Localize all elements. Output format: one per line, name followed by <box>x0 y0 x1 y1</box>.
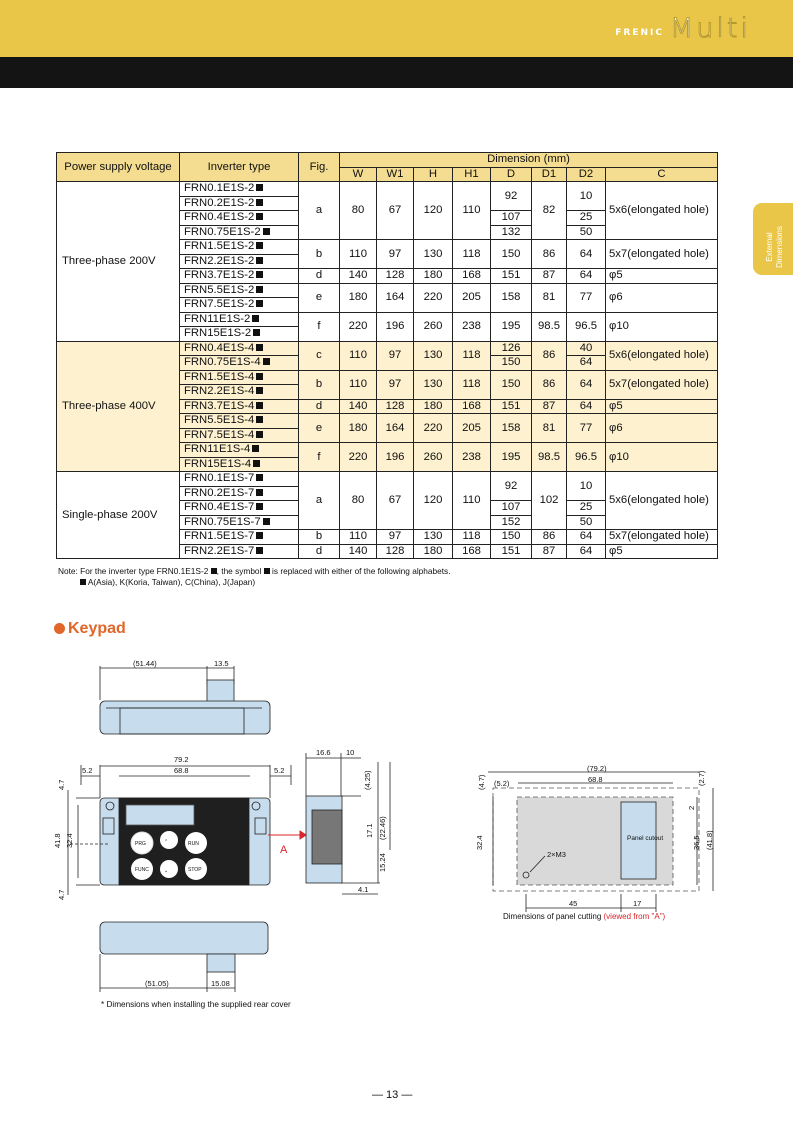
side-tab[interactable] <box>753 203 793 275</box>
svg-text:PRG: PRG <box>135 841 146 847</box>
svg-text:STOP: STOP <box>188 867 202 873</box>
th-w1: W1 <box>377 167 414 182</box>
svg-text:RUN: RUN <box>188 841 199 847</box>
th-h: H <box>414 167 453 182</box>
svg-text:4.7: 4.7 <box>57 779 66 790</box>
type-cell: FRN15E1S-4 <box>180 457 299 472</box>
svg-text:FUNC: FUNC <box>135 867 149 873</box>
svg-text:79.2: 79.2 <box>174 755 189 764</box>
page-number: — 13 — <box>372 1089 413 1101</box>
svg-text:(4.7): (4.7) <box>477 774 486 790</box>
type-cell: FRN5.5E1S-2 <box>180 283 299 298</box>
brand-big: Multi <box>670 13 751 44</box>
svg-text:68.8: 68.8 <box>588 775 603 784</box>
svg-text:16.6: 16.6 <box>316 748 331 757</box>
svg-text:⌃: ⌃ <box>164 839 169 845</box>
view-arrow-icon <box>268 831 306 839</box>
type-cell: FRN1.5E1S-2 <box>180 240 299 255</box>
svg-text:(2.7): (2.7) <box>697 770 706 786</box>
svg-text:A: A <box>280 844 288 856</box>
type-cell: FRN3.7E1S-4 <box>180 399 299 414</box>
th-c: C <box>606 167 718 182</box>
svg-text:17: 17 <box>633 899 642 908</box>
svg-text:41.8: 41.8 <box>53 833 62 848</box>
th-d: D <box>491 167 532 182</box>
svg-text:4.1: 4.1 <box>358 885 369 894</box>
table-note: Note: For the inverter type FRN0.1E1S-2 , the symbol is replaced with either of the following alphabets. A(Asia), K(Koria, Taiwan), C(China), J(Japan) <box>58 566 451 587</box>
supply-cell: Three-phase 200V <box>57 182 180 342</box>
svg-text:36.5: 36.5 <box>692 835 701 850</box>
type-cell: FRN0.1E1S-7 <box>180 472 299 487</box>
type-cell: FRN3.7E1S-2 <box>180 269 299 284</box>
th-h1: H1 <box>453 167 491 182</box>
svg-text:13.5: 13.5 <box>214 659 229 668</box>
th-power-supply: Power supply voltage <box>57 153 180 182</box>
svg-text:(41.8): (41.8) <box>705 830 714 850</box>
type-cell: FRN11E1S-2 <box>180 312 299 327</box>
svg-text:45: 45 <box>569 899 578 908</box>
svg-text:⌄: ⌄ <box>164 868 169 874</box>
side-tab-label: External Dimensions <box>765 226 784 268</box>
type-cell: FRN15E1S-2 <box>180 327 299 342</box>
th-d1: D1 <box>532 167 567 182</box>
svg-text:5.2: 5.2 <box>82 766 93 775</box>
footnote: * Dimensions when installing the supplied rear cover <box>101 1000 291 1009</box>
svg-text:17.1: 17.1 <box>365 823 374 838</box>
type-cell: FRN1.5E1S-4 <box>180 370 299 385</box>
keypad-heading: Keypad <box>54 620 126 638</box>
type-cell: FRN0.2E1S-7 <box>180 486 299 501</box>
svg-text:2: 2 <box>687 805 696 810</box>
type-cell: FRN0.75E1S-7 <box>180 515 299 530</box>
svg-text:2×M3: 2×M3 <box>547 850 566 859</box>
svg-text:Panel cutout: Panel cutout <box>627 835 664 842</box>
dark-band <box>0 57 793 88</box>
supply-cell: Three-phase 400V <box>57 341 180 472</box>
type-cell: FRN2.2E1S-7 <box>180 544 299 559</box>
th-w: W <box>340 167 377 182</box>
panel-caption: Dimensions of panel cutting (viewed from "A") <box>503 912 666 921</box>
keypad-drawing <box>0 650 793 1010</box>
dimension-table: Power supply voltage Inverter type Fig. Dimension (mm) W W1 H H1 D D1 D2 C Three-phase 200V FRN0.1E1S-2 a 80 67 120 110 92 82 10 5x6(elongated hole) FRN0.2E1S-2 FRN0.4E1S-2 107 25 FRN0.75E1S-2 132 50 FRN1.5E1S-2 b 110 97 130 118 150 86 64 5x7(elongated hole) FRN2.2E1S-2 FRN3.7E1S-2 d 140 128 180 168 151 87 64 φ5 FRN5.5E1S-2 e 180 164 220 205 158 81 77 φ6 FRN7.5E1S-2 FRN11E1S-2 f 220 196 260 238 195 98.5 96.5 φ10 FRN15E1S-2 Three-phase 400V FRN0.4E1S-4 c 110 97 130 118 126 86 40 5x6(elongated hole) FRN0.75E1S-4 150 64 FRN1.5E1S-4 b 110 97 130 118 150 86 64 5x7(elongated hole) FRN2.2E1S-4 FRN3.7E1S-4 d 140 128 180 168 151 87 64 φ5 FRN5.5E1S-4 e 180 164 220 205 158 81 77 φ6 FRN7.5E1S-4 FRN11E1S-4 f 220 196 260 238 195 98.5 96.5 φ10 FRN15E1S-4 Single-phase 200V FRN0.1E1S-7 a 80 67 120 110 92 102 10 5x6(elongated hole) FRN0.2E1S-7 FRN0.4E1S-7 107 25 FRN0.75E1S-7 152 50 FRN1.5E1S-7 b 110 97 130 118 150 86 64 5x7(elongated hole) FRN2.2E1S-7 d 140 128 180 168 151 87 64 φ5 <box>56 152 718 559</box>
brand-logo <box>615 14 751 44</box>
th-dimension: Dimension (mm) <box>340 153 718 168</box>
svg-text:(5.2): (5.2) <box>494 779 510 788</box>
svg-text:(4.25): (4.25) <box>363 770 372 790</box>
type-cell: FRN2.2E1S-4 <box>180 385 299 400</box>
svg-text:10: 10 <box>346 748 355 757</box>
panel-cutout-drawing <box>488 772 713 912</box>
type-cell: FRN0.2E1S-2 <box>180 196 299 211</box>
fig-cell: a <box>299 182 340 240</box>
supply-cell: Single-phase 200V <box>57 472 180 559</box>
th-inverter-type: Inverter type <box>180 153 299 182</box>
keypad-bottom-view <box>100 922 268 992</box>
svg-text:68.8: 68.8 <box>174 766 189 775</box>
type-cell: FRN0.1E1S-2 <box>180 182 299 197</box>
svg-text:(79.2): (79.2) <box>587 764 607 773</box>
th-d2: D2 <box>567 167 606 182</box>
type-cell: FRN1.5E1S-7 <box>180 530 299 545</box>
type-cell: FRN5.5E1S-4 <box>180 414 299 429</box>
type-cell: FRN7.5E1S-2 <box>180 298 299 313</box>
keypad-top-view <box>100 666 270 734</box>
type-cell: FRN0.75E1S-4 <box>180 356 299 371</box>
type-cell: FRN7.5E1S-4 <box>180 428 299 443</box>
svg-text:4.7: 4.7 <box>57 889 66 900</box>
svg-text:15.08: 15.08 <box>211 979 230 988</box>
type-cell: FRN0.4E1S-2 <box>180 211 299 226</box>
svg-text:(51.44): (51.44) <box>133 659 157 668</box>
type-cell: FRN2.2E1S-2 <box>180 254 299 269</box>
svg-text:15.24: 15.24 <box>378 853 387 872</box>
svg-text:5.2: 5.2 <box>274 766 285 775</box>
bullet-icon <box>54 623 65 634</box>
type-cell: FRN0.4E1S-7 <box>180 501 299 516</box>
type-cell: FRN0.75E1S-2 <box>180 225 299 240</box>
brand-small: FRENIC <box>615 28 664 38</box>
svg-text:32.4: 32.4 <box>475 835 484 850</box>
type-cell: FRN0.4E1S-4 <box>180 341 299 356</box>
svg-text:(22.46): (22.46) <box>378 816 387 840</box>
svg-text:(51.05): (51.05) <box>145 979 169 988</box>
keypad-front-view <box>68 765 291 895</box>
type-cell: FRN11E1S-4 <box>180 443 299 458</box>
svg-text:32.4: 32.4 <box>65 833 74 848</box>
th-fig: Fig. <box>299 153 340 182</box>
